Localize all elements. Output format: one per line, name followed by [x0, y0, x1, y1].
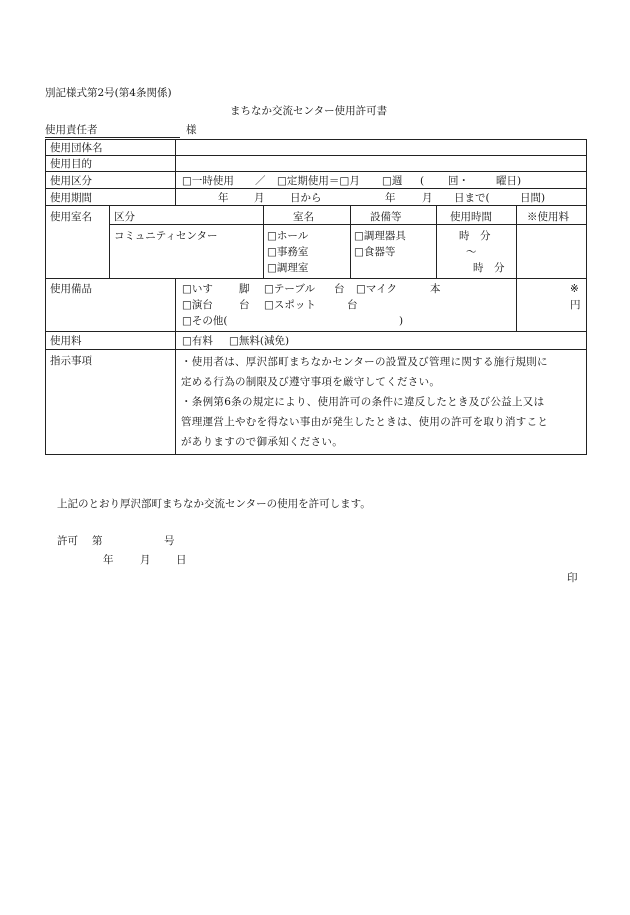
- seal-mark: 印: [567, 572, 578, 584]
- permit-statement: 上記のとおり厚沢部町まちなか交流センターの使用を許可します。: [57, 498, 371, 510]
- instruction-line: がありますので御承知ください。: [181, 436, 343, 448]
- permit-day: 日: [176, 554, 187, 566]
- spotlight-checkbox[interactable]: □スポット: [264, 299, 316, 311]
- permit-month: 月: [140, 554, 151, 566]
- times-label: 回・: [448, 175, 469, 187]
- instruction-line: 管理運営上やむを得ない事由が発生したときは、使用の許可を取り消すこと: [181, 416, 549, 428]
- room-label: 使用室名: [50, 211, 92, 223]
- kitchen-checkbox[interactable]: □調理室: [267, 262, 309, 274]
- period-year-2: 年: [385, 192, 396, 204]
- honorific: 様: [186, 124, 197, 136]
- fixtures-yen: 円: [570, 299, 581, 311]
- instruction-line: 定める行為の制限及び遵守事項を厳守してください。: [181, 376, 441, 388]
- tableware-checkbox[interactable]: □食器等: [354, 246, 396, 258]
- period-until: 日まで(: [454, 192, 490, 204]
- period-month-2: 月: [422, 192, 433, 204]
- instruction-line: ・条例第6条の規定により、使用許可の条件に違反したとき及び公益上又は: [181, 396, 545, 408]
- permit-label: 許可: [57, 535, 78, 547]
- category-label: 使用区分: [50, 175, 92, 187]
- period-month-1: 月: [254, 192, 265, 204]
- period-year-1: 年: [218, 192, 229, 204]
- document-title: まちなか交流センター使用許可書: [230, 105, 388, 117]
- office-checkbox[interactable]: □事務室: [267, 246, 309, 258]
- period-from: 日から: [290, 192, 322, 204]
- instruction-line: ・使用者は、厚沢部町まちなかセンターの設置及び管理に関する施行規則に: [181, 356, 548, 368]
- room-col-time: 使用時間: [450, 211, 492, 223]
- form-number: 別記様式第2号(第4条関係): [45, 87, 172, 99]
- permit-number-prefix: 第: [92, 535, 103, 547]
- group-name-label: 使用団体名: [50, 142, 103, 154]
- time-tilde: ～: [466, 246, 477, 258]
- room-col-equipment: 設備等: [370, 211, 402, 223]
- time-end: 時 分: [473, 262, 505, 274]
- table-unit: 台: [334, 283, 345, 295]
- paid-checkbox[interactable]: □有料: [182, 335, 213, 347]
- stage-checkbox[interactable]: □演台: [182, 299, 213, 311]
- instructions-text: [181, 352, 548, 452]
- permit-number-suffix: 号: [164, 535, 175, 547]
- other-close: ): [399, 315, 404, 327]
- regular-use-checkbox[interactable]: □定期使用＝□月: [277, 175, 360, 187]
- room-col-fee: ※使用料: [527, 211, 569, 223]
- cooking-tools-checkbox[interactable]: □調理器具: [354, 230, 406, 242]
- room-col-category: 区分: [114, 211, 135, 223]
- instructions-label: 指示事項: [50, 355, 92, 367]
- weekly-checkbox[interactable]: □週: [382, 175, 403, 187]
- room-category-value: コミュニティセンター: [114, 230, 218, 242]
- free-checkbox[interactable]: □無料(減免): [229, 335, 290, 347]
- room-col-room: 室名: [293, 211, 314, 223]
- responsible-label: 使用責任者: [45, 124, 98, 136]
- mic-checkbox[interactable]: □マイク: [356, 283, 398, 295]
- spotlight-unit: 台: [347, 299, 358, 311]
- period-label: 使用期間: [50, 192, 92, 204]
- permit-year: 年: [103, 554, 114, 566]
- table-checkbox[interactable]: □テーブル: [264, 283, 315, 295]
- other-checkbox[interactable]: □その他(: [182, 315, 228, 327]
- category-paren-open: (: [420, 175, 425, 187]
- fixtures-fee-mark: ※: [570, 283, 579, 295]
- chair-unit: 脚: [239, 283, 250, 295]
- purpose-label: 使用目的: [50, 158, 92, 170]
- hall-checkbox[interactable]: □ホール: [267, 230, 309, 242]
- temporary-use-checkbox[interactable]: □一時使用: [182, 175, 234, 187]
- period-days: 日間): [520, 192, 546, 204]
- fee-label: 使用料: [50, 335, 82, 347]
- stage-unit: 台: [239, 299, 250, 311]
- time-start: 時 分: [459, 230, 491, 242]
- fixtures-label: 使用備品: [50, 283, 92, 295]
- weekday-label: 曜日): [496, 175, 522, 187]
- mic-unit: 本: [430, 283, 441, 295]
- chair-checkbox[interactable]: □いす: [182, 283, 213, 295]
- category-slash: ／: [255, 175, 266, 187]
